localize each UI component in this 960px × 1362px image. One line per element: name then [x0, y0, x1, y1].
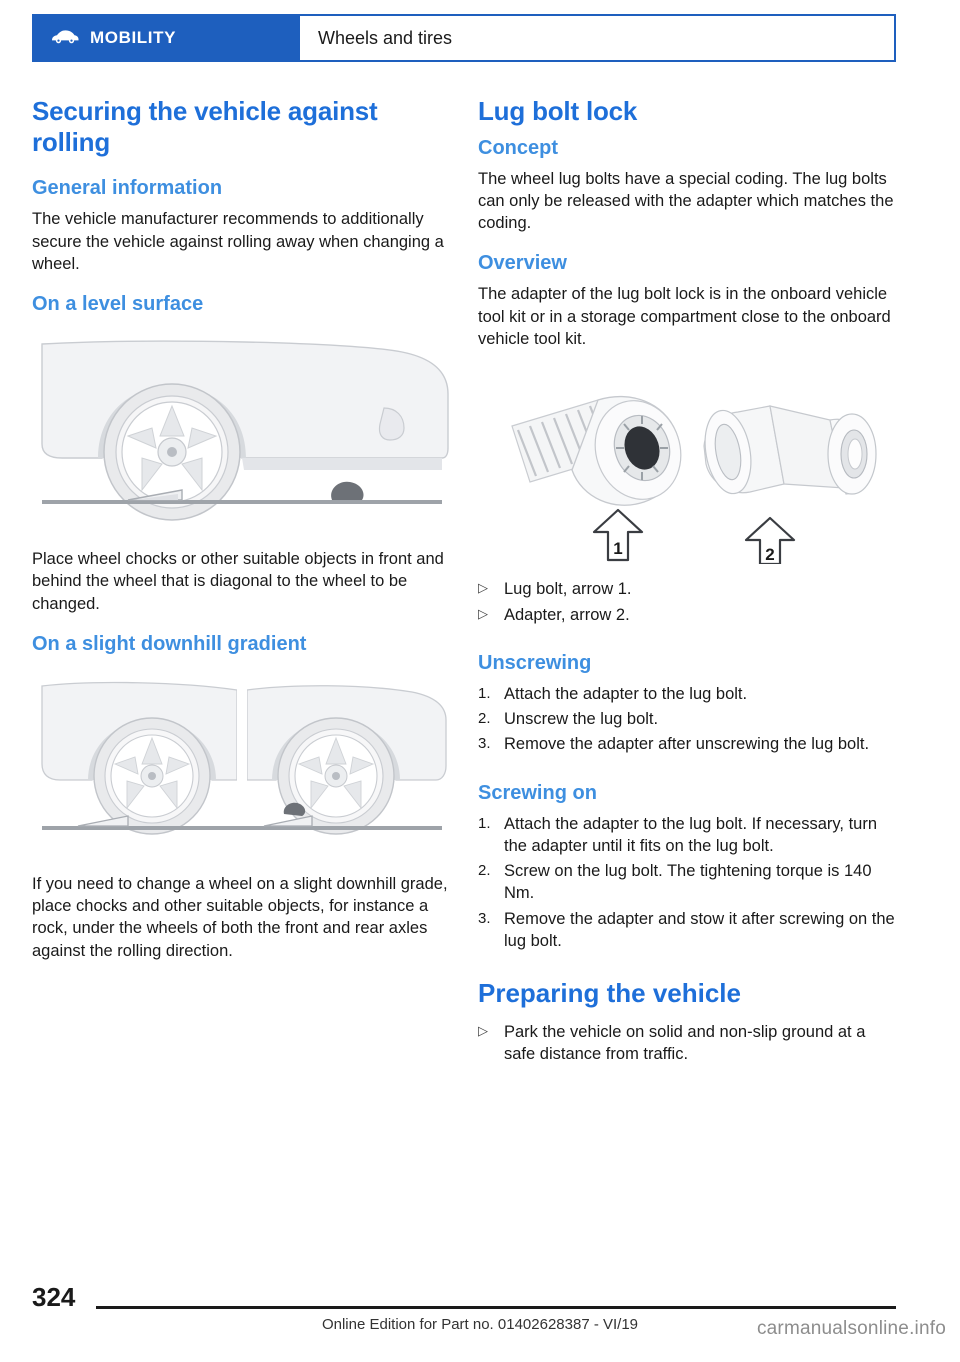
text-overview: The adapter of the lug bolt lock is in the onboard vehicle tool kit or in a storage compartment close to the onboard vehicle tool kit. [478, 285, 891, 348]
heading-unscrewing: Unscrewing [478, 651, 592, 674]
list-item-text: Lug bolt, arrow 1. [504, 580, 632, 599]
figure-lug-bolt-adapter [478, 364, 898, 564]
list-item [478, 1021, 898, 1066]
text-concept: The wheel lug bolts have a special coding. The lug bolts can only be released with the adapter which matches the coding. [478, 169, 894, 233]
bullet-marker: ▷ [478, 605, 488, 621]
list-item-text: Park the vehicle on solid and non-slip ground at a safe distance from traffic. [504, 1023, 866, 1064]
heading-overview: Overview [478, 252, 567, 275]
list-item [478, 733, 898, 755]
figure-level-surface [32, 324, 452, 534]
text-level-surface: Place wheel chocks or other suitable objects in front and behind the wheel that is diagonal to the wheel to be changed. [32, 550, 444, 613]
page-number: 324 [32, 1282, 76, 1312]
watermark-text: carmanualsonline.info [756, 1318, 946, 1339]
section-title-lug-bolt-lock: Lug bolt lock [478, 96, 638, 126]
list-item-text: Remove the adapter and stow it after screwing on the lug bolt. [504, 909, 895, 950]
step-marker: 1. [478, 684, 491, 702]
heading-general-information: General information [32, 177, 223, 200]
wheel-chock-level-surface-illustration [32, 324, 452, 534]
list-unscrewing-steps [478, 683, 898, 756]
list-overview-items [478, 578, 898, 626]
heading-screwing-on: Screwing on [478, 781, 597, 804]
header-chapter-label: MOBILITY [90, 28, 177, 47]
list-item [478, 908, 898, 953]
list-item-text: Remove the adapter after unscrewing the lug bolt. [504, 735, 870, 754]
step-marker: 1. [478, 814, 491, 832]
header-section-title: Wheels and tires [318, 27, 453, 48]
list-preparing-items [478, 1021, 898, 1066]
step-marker: 3. [478, 735, 491, 753]
header-chapter-tab [34, 16, 300, 60]
list-item-text: Attach the adapter to the lug bolt. [504, 684, 748, 703]
list-screwing-steps [478, 813, 898, 953]
list-item [478, 708, 898, 730]
lug-bolt-and-adapter-illustration [478, 364, 898, 564]
heading-level-surface: On a level surface [32, 293, 204, 316]
footer-divider [96, 1306, 896, 1309]
page-header [32, 14, 896, 62]
right-column [478, 96, 898, 1069]
step-marker: 3. [478, 909, 491, 927]
list-item [478, 813, 898, 858]
list-item [478, 604, 898, 626]
list-item [478, 860, 898, 905]
list-item [478, 578, 898, 600]
step-marker: 2. [478, 710, 491, 728]
list-item-text: Adapter, arrow 2. [504, 605, 630, 624]
heading-preparing-the-vehicle: Preparing the vehicle [478, 978, 741, 1009]
car-icon [50, 27, 80, 50]
text-downhill-gradient: If you need to change a wheel on a slight downhill grade, place chocks and other suitable objects, for instance a rock, under the wheels of both the front and rear axles against the rolling direction. [32, 874, 448, 960]
heading-downhill-gradient: On a slight downhill gradient [32, 632, 307, 655]
heading-concept: Concept [478, 136, 558, 159]
wheel-chocks-downhill-gradient-illustration [32, 664, 452, 859]
list-item [478, 683, 898, 705]
svg-text:2: 2 [765, 545, 775, 565]
list-item-text: Attach the adapter to the lug bolt. If necessary, turn the adapter until it fits on the lug bolt. [504, 814, 877, 855]
left-column [32, 96, 452, 966]
list-item-text: Unscrew the lug bolt. [504, 710, 659, 729]
step-marker: 2. [478, 862, 491, 880]
bullet-marker: ▷ [478, 1023, 488, 1039]
figure-downhill-gradient [32, 664, 452, 859]
list-item-text: Screw on the lug bolt. The tightening torque is 140 Nm. [504, 862, 872, 903]
footer-edition-text: Online Edition for Part no. 01402628387 - VI/19 [321, 1316, 639, 1333]
text-general-information: The vehicle manufacturer recommends to additionally secure the vehicle against rolling away when changing a wheel. [32, 210, 444, 273]
bullet-marker: ▷ [478, 580, 488, 596]
svg-text:1: 1 [613, 539, 623, 559]
page-title: Securing the vehicle against rolling [32, 96, 378, 157]
